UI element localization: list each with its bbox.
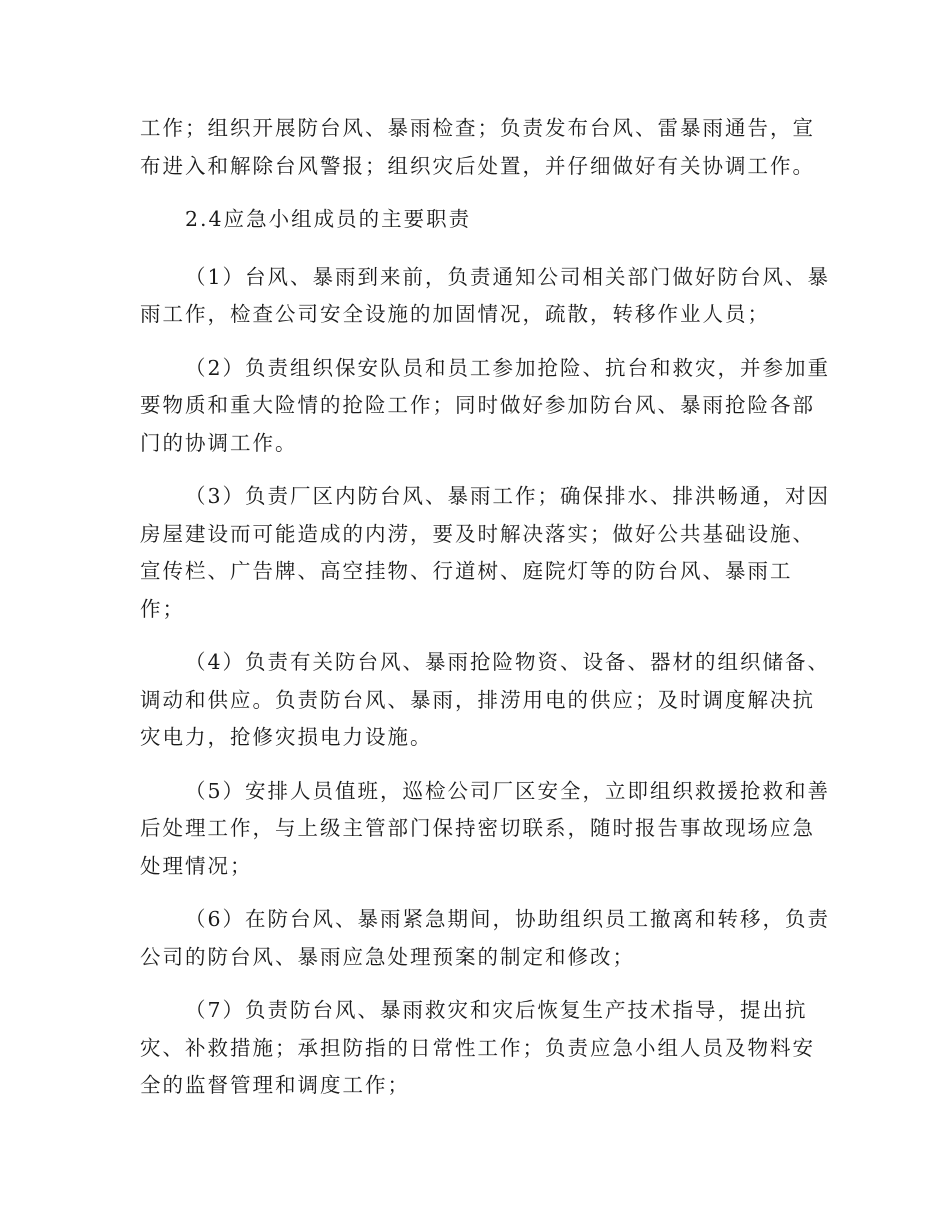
duty-item-7 — [140, 992, 815, 1105]
text-line: 灾电力，抢修灾损电力设施。 — [140, 725, 433, 749]
text-line: 公司的防台风、暴雨应急处理预案的制定和修改； — [140, 944, 635, 969]
intro-paragraph — [140, 110, 815, 185]
document-body — [140, 110, 831, 1121]
text-line: 处理情况； — [140, 853, 253, 878]
text-line: （6）在防台风、暴雨紧急期间，协助组织员工撤离和转移，负责 — [185, 907, 831, 931]
text-line: 后处理工作，与上级主管部门保持密切联系，随时报告事故现场应急 — [140, 816, 815, 840]
text-line: （7）负责防台风、暴雨救灾和灾后恢复生产技术指导，提出抗 — [185, 998, 808, 1022]
text-line: 作； — [140, 596, 185, 621]
text-line: 雨工作，检查公司安全设施的加固情况，疏散，转移作业人员； — [140, 302, 770, 326]
duty-item-4 — [140, 644, 831, 757]
text-line: （3）负责厂区内防台风、暴雨工作；确保排水、排洪畅通，对因 — [185, 484, 831, 508]
text-line: （1）台风、暴雨到来前，负责通知公司相关部门做好防台风、暴 — [185, 264, 831, 289]
text-line: （5）安排人员值班，巡检公司厂区安全，立即组织救援抢救和善 — [185, 778, 831, 803]
text-line: 房屋建设而可能造成的内涝，要及时解决落实；做好公共基础设施、 — [140, 521, 815, 546]
text-line: 工作；组织开展防台风、暴雨检查；负责发布台风、雷暴雨通告，宣 — [140, 116, 815, 140]
text-line: 要物质和重大险情的抢险工作；同时做好参加防台风、暴雨抢险各部 — [140, 393, 815, 417]
section-heading: 2.4应急小组成员的主要职责 — [185, 207, 472, 231]
text-line: 全的监督管理和调度工作； — [140, 1073, 410, 1097]
text-line: 布进入和解除台风警报；组织灾后处置，并仔细做好有关协调工作。 — [140, 153, 815, 178]
text-line: 宣传栏、广告牌、高空挂物、行道树、庭院灯等的防台风、暴雨工 — [140, 559, 793, 583]
duty-item-2 — [140, 350, 831, 463]
text-line: 调动和供应。负责防台风、暴雨，排涝用电的供应；及时调度解决抗 — [140, 687, 815, 712]
duty-item-6 — [140, 901, 831, 976]
text-line: （2）负责组织保安队员和员工参加抢险、抗台和救灾，并参加重 — [185, 355, 831, 380]
duty-item-5 — [140, 773, 831, 886]
text-line: 灾、补救措施；承担防指的日常性工作；负责应急小组人员及物料安 — [140, 1035, 815, 1060]
duty-item-3 — [140, 478, 831, 628]
duty-item-1 — [140, 259, 831, 334]
text-line: （4）负责有关防台风、暴雨抢险物资、设备、器材的组织储备、 — [185, 650, 831, 674]
text-line: 门的协调工作。 — [140, 430, 298, 455]
